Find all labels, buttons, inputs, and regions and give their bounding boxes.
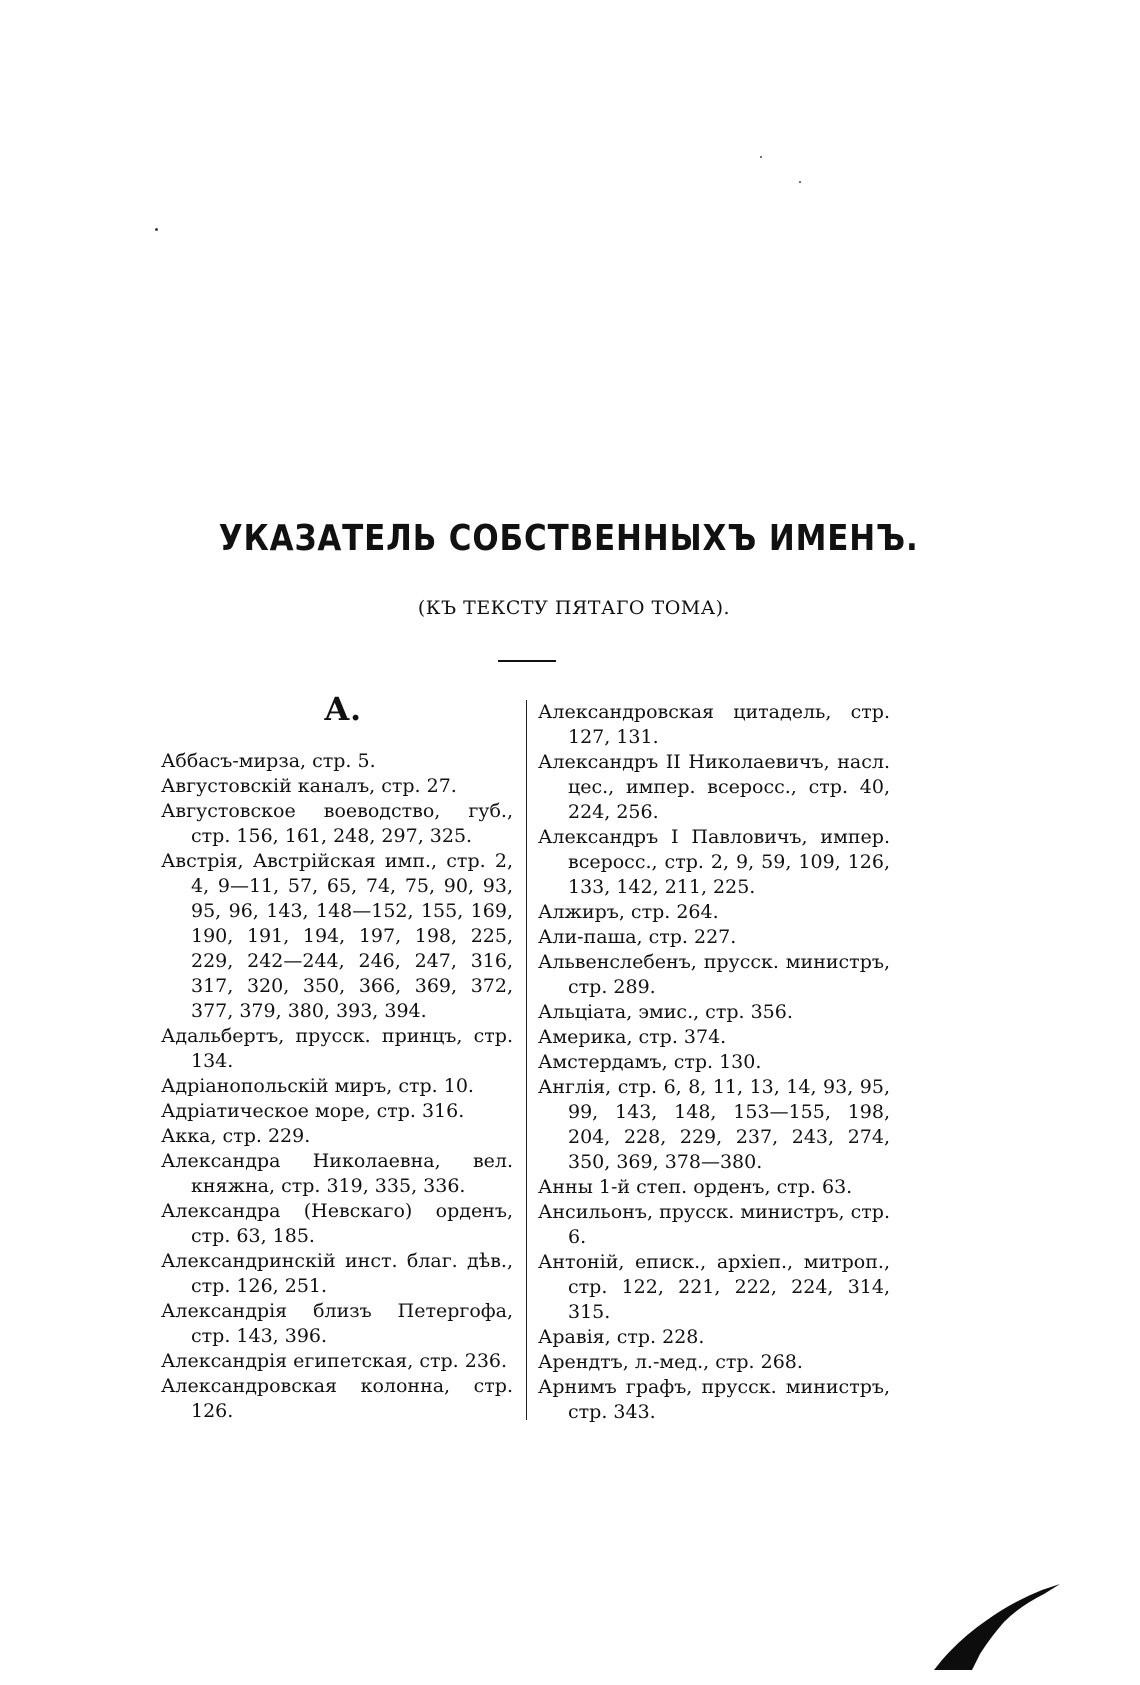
index-entry: Аравія, стр. 228. (538, 1326, 705, 1348)
scan-speck (799, 181, 801, 183)
index-entry: Акка, стр. 229. (161, 1125, 311, 1147)
scan-speck (760, 156, 762, 158)
index-entry: Альвенслебенъ, прусск. министръ, стр. 289. (538, 951, 890, 998)
index-entry: Арендтъ, л.-мед., стр. 268. (538, 1351, 803, 1373)
index-entry: Америка, стр. 374. (538, 1026, 727, 1048)
index-entry: Аббасъ-мирза, стр. 5. (161, 750, 376, 772)
index-entry: Александра Николаевна, вел. княжна, стр. 319, 335, 336. (161, 1150, 513, 1197)
index-entry: Александровская цитадель, стр. 127, 131. (538, 701, 890, 748)
index-entry: Александрія близъ Петергофа, стр. 143, 396. (161, 1300, 513, 1347)
left-column (161, 749, 513, 1424)
index-entry: Александровская колонна, стр. 126. (161, 1375, 513, 1422)
pen-stroke-mark (932, 1582, 1062, 1672)
right-column (538, 700, 890, 1425)
index-entry: Англія, стр. 6, 8, 11, 13, 14, 93, 95, 99, 143, 148, 153—155, 198, 204, 228, 229, 237, 243, 274, 350, 369, 378—380. (538, 1076, 890, 1173)
title-rule (498, 660, 556, 662)
column-divider (526, 700, 527, 1420)
index-entry: Александръ I Павловичъ, импер. всеросс., стр. 2, 9, 59, 109, 126, 133, 142, 211, 225. (538, 826, 890, 898)
scan-speck (155, 228, 158, 231)
index-entry: Амстердамъ, стр. 130. (538, 1051, 762, 1073)
index-entry: Александръ II Николаевичъ, насл. цес., импер. всеросс., стр. 40, 224, 256. (538, 751, 890, 823)
index-entry: Али-паша, стр. 227. (538, 926, 737, 948)
index-entry: Адріанопольскій миръ, стр. 10. (161, 1075, 474, 1097)
index-entry: Августовскій каналъ, стр. 27. (161, 775, 457, 797)
index-entry: Альціата, эмис., стр. 356. (538, 1001, 793, 1023)
page-subtitle: (КЪ ТЕКСТУ ПЯТАГО ТОМА). (417, 597, 731, 619)
index-entry: Александрія египетская, стр. 236. (161, 1350, 508, 1372)
section-letter: А. (323, 690, 362, 728)
index-entry: Александра (Невскаго) орденъ, стр. 63, 185. (161, 1200, 513, 1247)
index-entry: Анны 1-й степ. орденъ, стр. 63. (538, 1176, 853, 1198)
index-entry: Антоній, еписк., архіеп., митроп., стр. 122, 221, 222, 224, 314, 315. (538, 1251, 890, 1323)
index-entry: Адальбертъ, прусск. принцъ, стр. 134. (161, 1025, 513, 1072)
index-entry: Адріатическое море, стр. 316. (161, 1100, 465, 1122)
index-entry: Арнимъ графъ, прусск. министръ, стр. 343. (538, 1376, 890, 1423)
index-entry: Ансильонъ, прусск. министръ, стр. 6. (538, 1201, 890, 1248)
page-title: УКАЗАТЕЛЬ СОБСТВЕННЫХЪ ИМЕНЪ. (218, 518, 919, 559)
index-entry: Александринскій инст. благ. дѣв., стр. 126, 251. (161, 1250, 513, 1297)
index-entry: Алжиръ, стр. 264. (538, 901, 719, 923)
index-entry: Австрія, Австрійская имп., стр. 2, 4, 9—11, 57, 65, 74, 75, 90, 93, 95, 96, 143, 148—152, 155, 169, 190, 191, 194, 197, 198, 225, 229, 242—244, 246, 247, 316, 317, 320, 350, 366, 369, 372, 377, 379, 380, 393, 394. (161, 850, 513, 1022)
index-entry: Августовское воеводство, губ., стр. 156, 161, 248, 297, 325. (161, 800, 513, 847)
